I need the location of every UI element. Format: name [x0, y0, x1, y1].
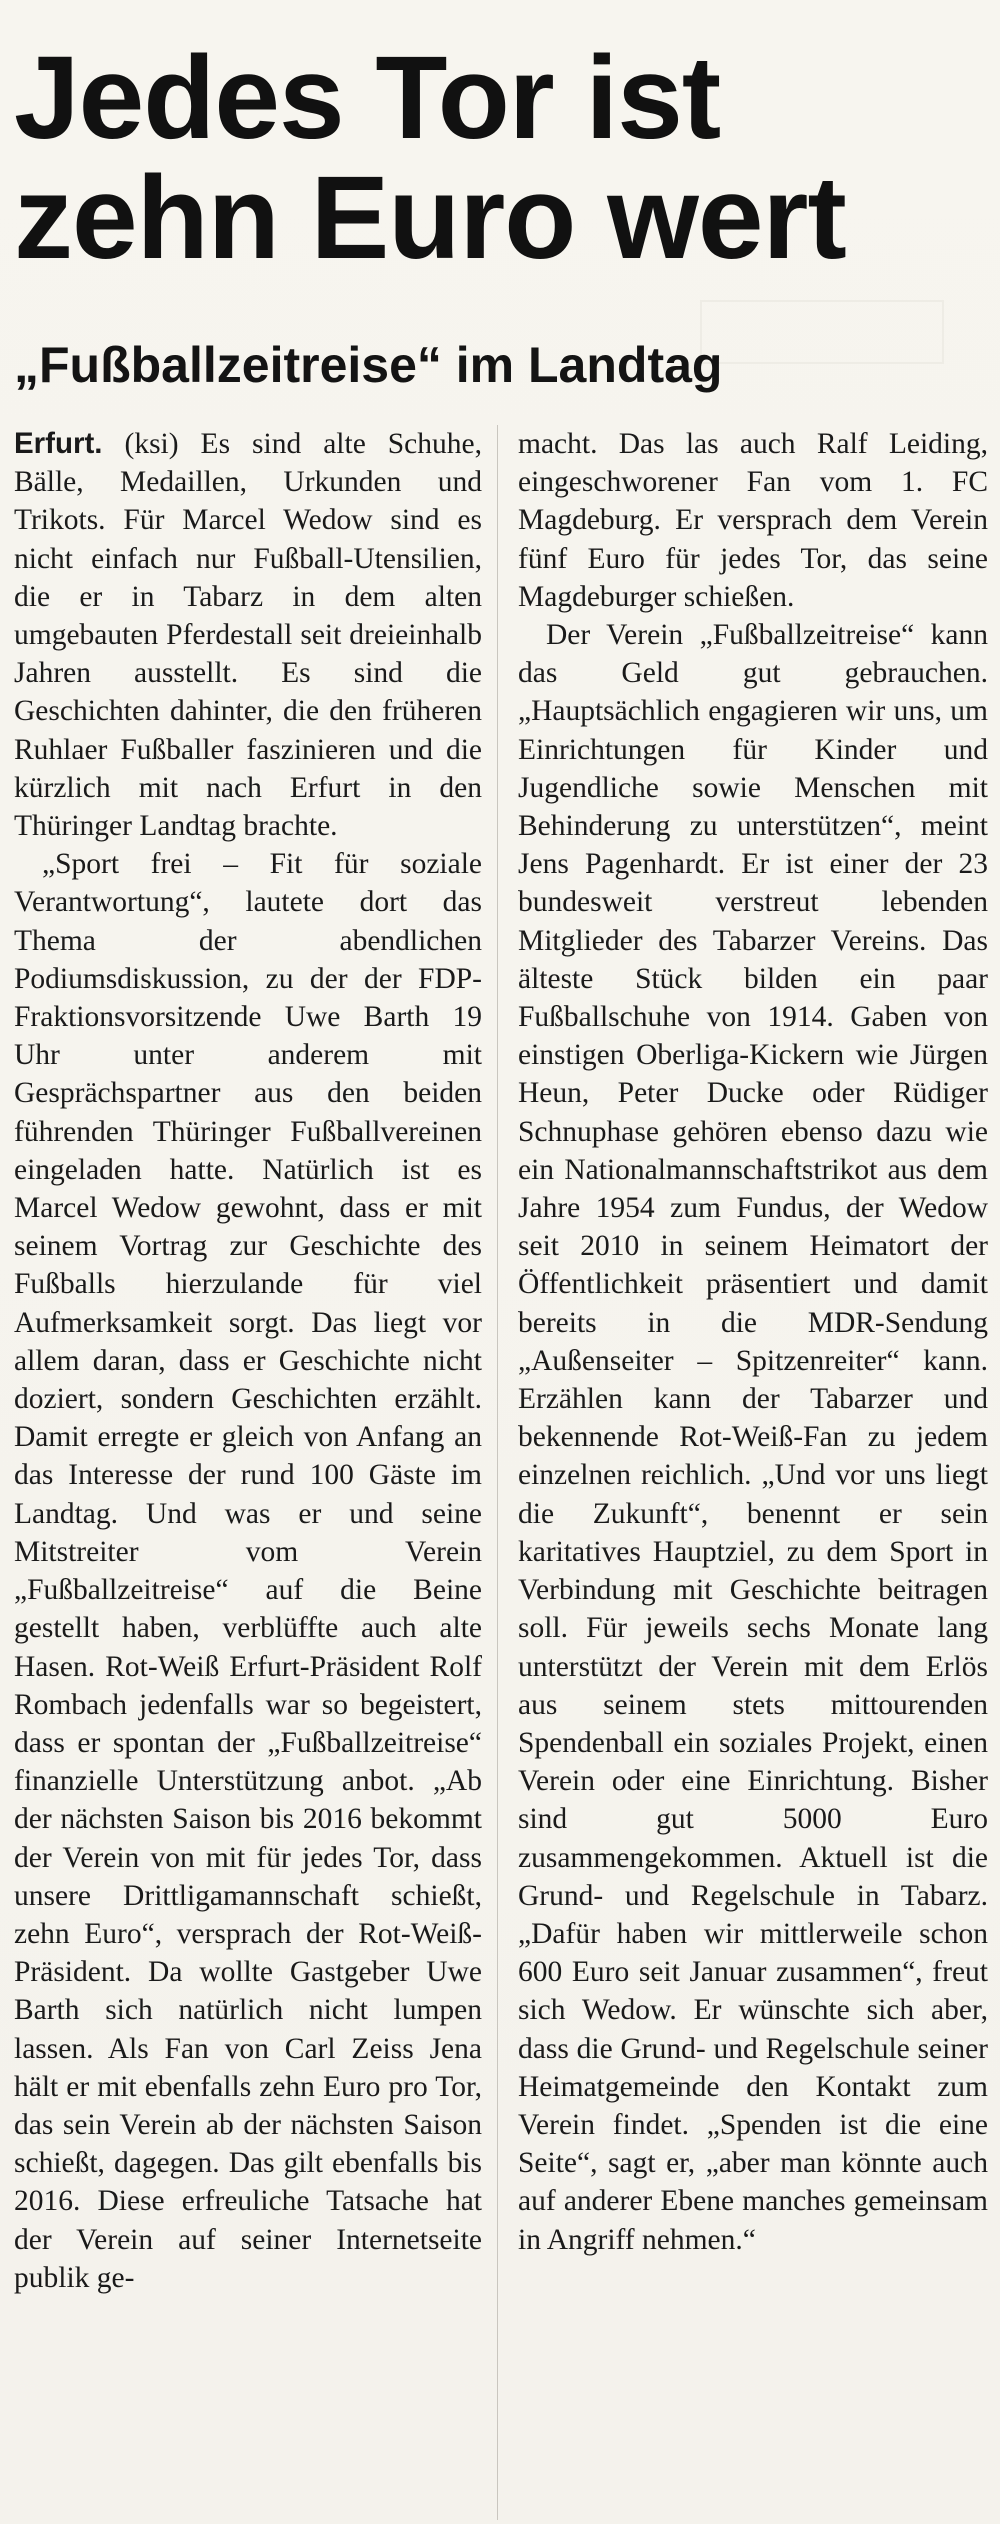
paragraph: Der Verein „Fußballzeitreise“ kann das Geld gut gebrauchen. „Hauptsächlich engagieren wir uns, um Einrichtungen für Kinder und Jugendliche sowie Menschen mit Behinderung zu unterstützen“, meint Jens Pagenhardt. Er ist einer der 23 bundesweit verstreut lebenden Mitglieder des Tabarzer Vereins. Das älteste Stück bilden ein paar Fußballschuhe von 1914. Gaben von einstigen Oberliga-Kickern wie Jürgen Heun, Peter Ducke oder Rüdiger Schnuphase gehören ebenso dazu wie ein Nationalmannschaftstrikot aus dem Jahre 1954 zum Fundus, der Wedow seit 2010 in seinem Heimatort der Öffentlichkeit präsentiert und damit bereits in die MDR-Sendung „Außenseiter – Spitzenreiter“ kann. Erzählen kann der Tabarzer und bekennende Rot-Weiß-Fan zu jedem einzelnen reichlich. „Und vor uns liegt die Zukunft“, benennt er sein karitatives Hauptziel, zu dem Sport in Verbindung mit Geschichte beitragen soll. Für jeweils sechs Monate lang unterstützt der Verein mit dem Erlös aus seinem stets mittourenden Spendenball ein soziales Projekt, einen Verein oder eine Einrichtung. Bisher sind gut 5000 Euro zusammengekommen. Aktuell ist die Grund- und Regelschule in Tabarz. „Dafür haben wir mittlerweile schon 600 Euro seit Januar zusammen“, freut sich Wedow. Er wünschte sich aber, dass die Grund- und Regelschule seiner Heimatgemeinde den Kontakt zum Verein findet. „Spenden ist die eine Seite“, sagt er, „aber man könnte auch auf anderer Ebene manches gemeinsam in Angriff nehmen.“: [518, 619, 988, 2256]
dateline: Erfurt.: [14, 427, 103, 460]
headline-line-1: Jedes Tor ist: [14, 32, 721, 164]
article-column-right: [518, 425, 988, 2259]
column-divider: [497, 425, 498, 2520]
headline-line-2: zehn Euro wert: [14, 152, 846, 284]
paragraph: [14, 425, 482, 845]
subheadline: „Fußballzeitreise“ im Landtag: [14, 337, 723, 393]
article-column-left: [14, 425, 482, 2297]
paragraph: „Sport frei – Fit für soziale Verantwortung“, lautete dort das Thema der abendlichen Podiumsdiskussion, zu der der FDP-Fraktionsvorsitzende Uwe Barth 19 Uhr unter anderem mit Gesprächspartner aus den beiden führenden Thüringer Fußballvereinen eingeladen hatte. Natürlich ist es Marcel Wedow gewohnt, dass er mit seinem Vortrag zur Geschichte des Fußballs hierzulande für viel Aufmerksamkeit sorgt. Das liegt vor allem daran, dass er Geschichte nicht doziert, sondern Geschichten erzählt. Damit erregte er gleich von Anfang an das Interesse der rund 100 Gäste im Landtag. Und was er und seine Mitstreiter vom Verein „Fußballzeitreise“ auf die Beine gestellt haben, verblüffte auch alte Hasen. Rot-Weiß Erfurt-Präsident Rolf Rombach jedenfalls war so begeistert, dass er spontan der „Fußballzeitreise“ finanzielle Unterstützung anbot. „Ab der nächsten Saison bis 2016 bekommt der Verein von mit für jedes Tor, dass unsere Drittligamannschaft schießt, zehn Euro“, versprach der Rot-Weiß-Präsident. Da wollte Gastgeber Uwe Barth sich natürlich nicht lumpen lassen. Als Fan von Carl Zeiss Jena hält er mit ebenfalls zehn Euro pro Tor, das sein Verein ab der nächsten Saison schießt, dagegen. Das gilt ebenfalls bis 2016. Diese erfreuliche Tatsache hat der Verein auf seiner Internetseite publik ge-: [14, 848, 482, 2294]
paragraph-text: (ksi) Es sind alte Schuhe, Bälle, Medaillen, Urkunden und Trikots. Für Marcel Wedow sind es nicht einfach nur Fußball-Utensilien, die er in Tabarz in dem alten umgebauten Pferdestall seit dreieinhalb Jahren ausstellt. Es sind die Geschichten dahinter, die den früheren Ruhlaer Fußballer faszinieren und die kürzlich mit nach Erfurt in den Thüringer Landtag brachte.: [14, 428, 482, 843]
headline: [14, 32, 994, 284]
paragraph: macht. Das las auch Ralf Leiding, eingeschworener Fan vom 1. FC Magdeburg. Er versprach dem Verein fünf Euro für jedes Tor, das seine Magdeburger schießen.: [518, 428, 988, 613]
